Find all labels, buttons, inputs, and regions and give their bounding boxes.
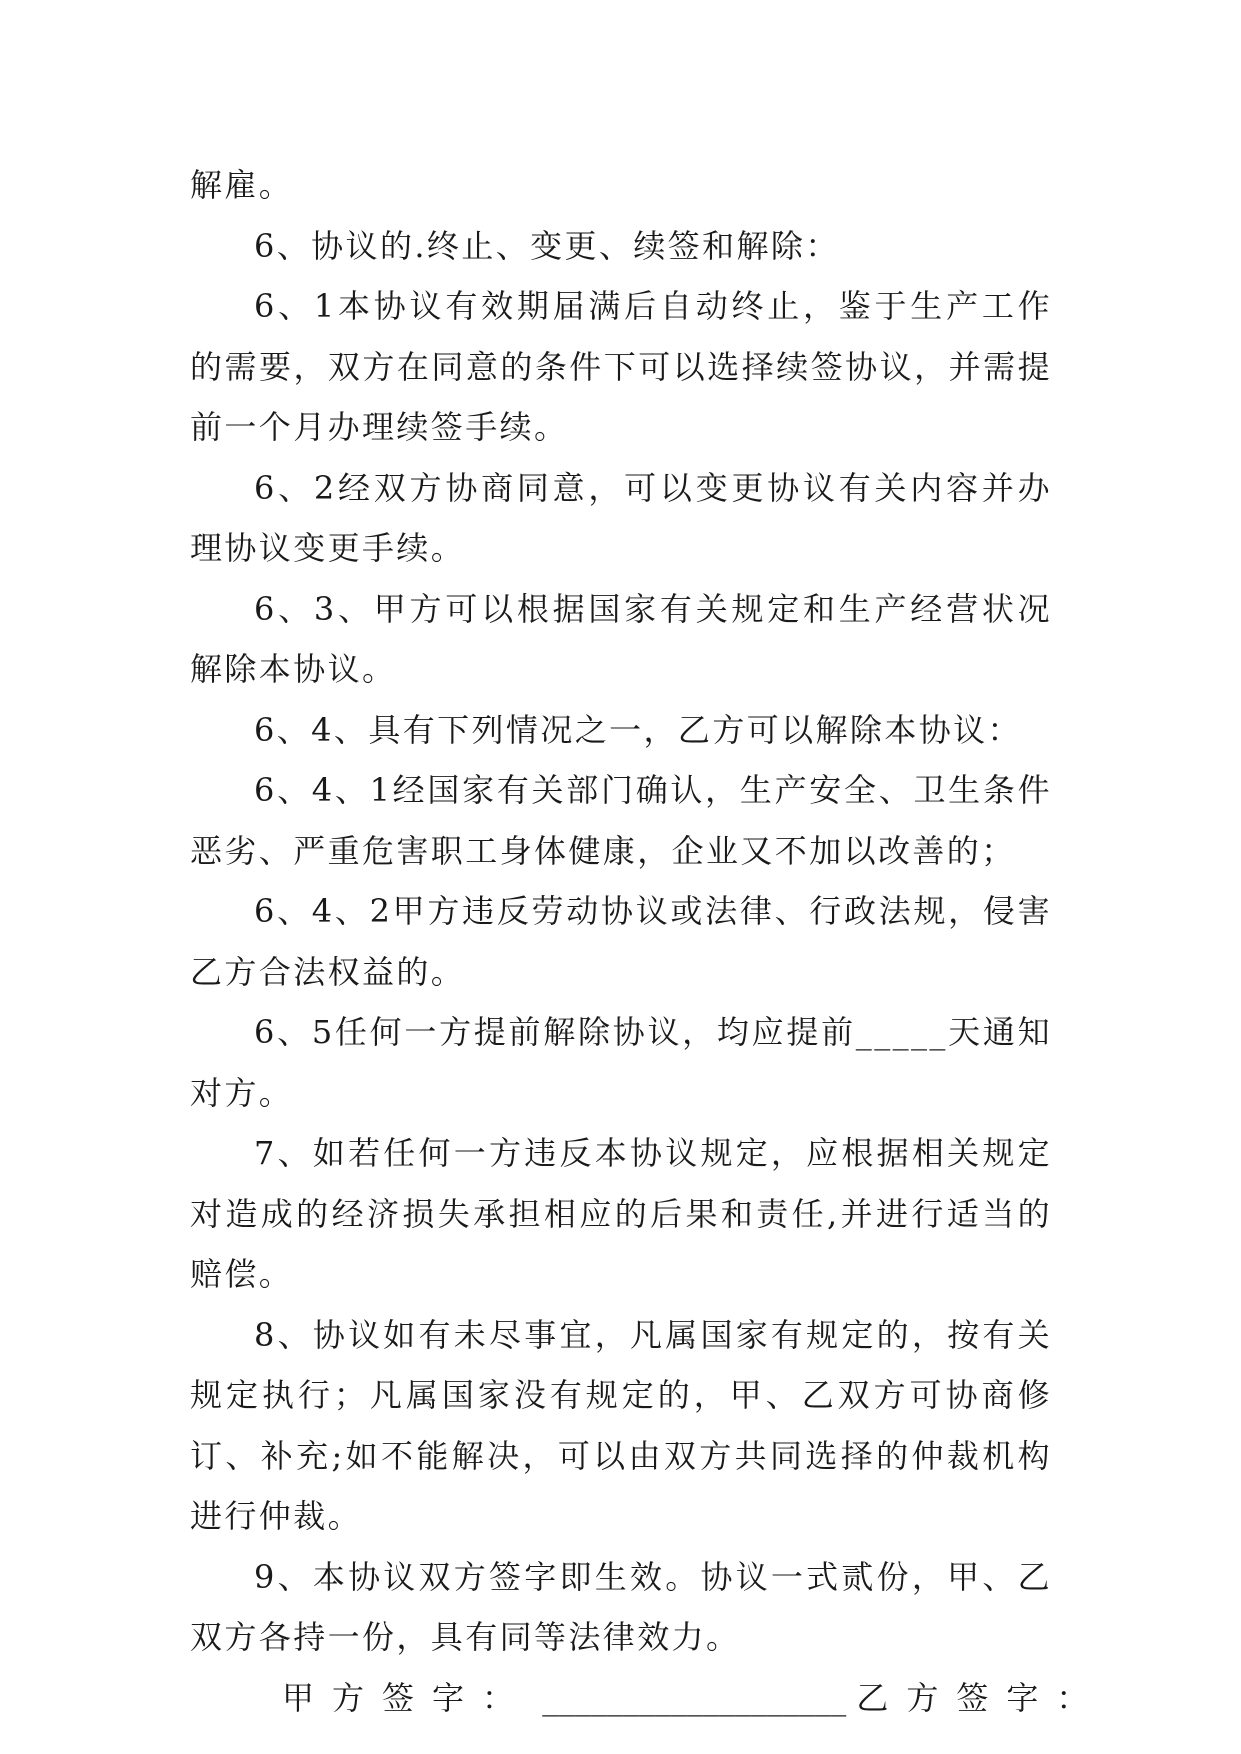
- paragraph-clause-6-1: 6、1本协议有效期届满后自动终止，鉴于生产工作的需要，双方在同意的条件下可以选择续签协议，并需提前一个月办理续签手续。: [190, 287, 1052, 446]
- paragraph-section-7: 7、如若任何一方违反本协议规定，应根据相关规定对造成的经济损失承担相应的后果和责任,并进行适当的赔偿。: [190, 1134, 1052, 1293]
- paragraph-section-8: 8、协议如有未尽事宜，凡属国家有规定的，按有关规定执行；凡属国家没有规定的，甲、乙双方可协商修订、补充;如不能解决，可以由双方共同选择的仲裁机构进行仲裁。: [190, 1315, 1052, 1535]
- party-a-signature-label: 甲方签字：: [282, 1678, 533, 1717]
- paragraph-clause-6-4: 6、4、具有下列情况之一，乙方可以解除本协议：: [254, 710, 1022, 749]
- paragraph-clause-6-3: 6、3、甲方可以根据国家有关规定和生产经营状况解除本协议。: [190, 589, 1052, 688]
- paragraph-clause-6-4-2: 6、4、2甲方违反劳动协议或法律、行政法规，侵害乙方合法权益的。: [190, 892, 1052, 991]
- party-a-signature-blank: ___________________: [542, 1678, 847, 1717]
- party-b-signature-label: 乙方签字：: [856, 1678, 1107, 1717]
- signature-line: [190, 1668, 1107, 1729]
- paragraph-section-9: 9、本协议双方签字即生效。协议一式贰份，甲、乙双方各持一份，具有同等法律效力。: [190, 1557, 1052, 1656]
- paragraph-clause-6-4-1: 6、4、1经国家有关部门确认，生产安全、卫生条件恶劣、严重危害职工身体健康，企业又不加以改善的；: [190, 771, 1052, 870]
- document-page: [190, 155, 1107, 1728]
- paragraph-dismissal-end: 解雇。: [190, 166, 294, 204]
- paragraph-clause-6-5: 6、5任何一方提前解除协议，均应提前_____天通知对方。: [190, 1013, 1052, 1112]
- paragraph-section-6-title: 6、协议的.终止、变更、续签和解除：: [254, 226, 840, 265]
- paragraph-clause-6-2: 6、2经双方协商同意，可以变更协议有关内容并办理协议变更手续。: [190, 468, 1052, 567]
